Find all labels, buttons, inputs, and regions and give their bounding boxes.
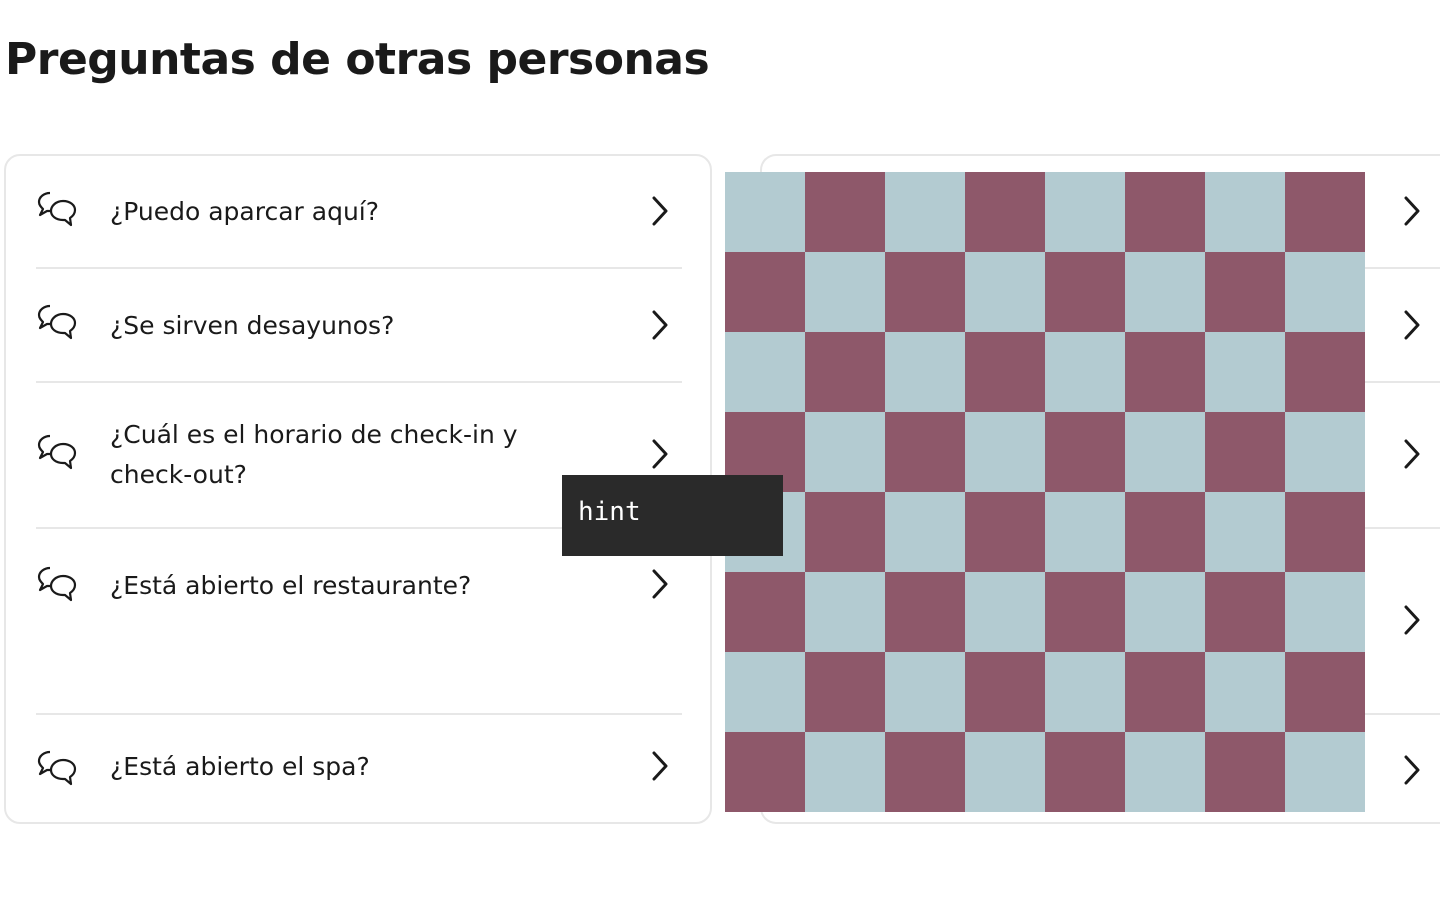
board-square <box>1045 492 1125 572</box>
question-item-breakfast[interactable] <box>6 269 710 381</box>
question-label: ¿Cuál es el horario de check-in y check-out? <box>110 420 518 489</box>
board-square <box>1045 252 1125 332</box>
board-square <box>1205 252 1285 332</box>
board-square <box>885 332 965 412</box>
board-square <box>885 572 965 652</box>
divider <box>1362 381 1440 383</box>
question-label: ¿Está abierto el spa? <box>110 752 370 781</box>
board-square <box>965 652 1045 732</box>
board-square <box>965 732 1045 812</box>
question-item-parking[interactable] <box>6 156 710 268</box>
board-square <box>1285 652 1365 732</box>
board-square <box>1125 332 1205 412</box>
board-square <box>725 252 805 332</box>
divider <box>1362 713 1440 715</box>
board-square <box>885 492 965 572</box>
board-square <box>1045 172 1125 252</box>
board-square <box>805 572 885 652</box>
speech-bubbles-icon <box>36 563 78 605</box>
board-square <box>1045 572 1125 652</box>
board-square <box>805 332 885 412</box>
board-square <box>1285 172 1365 252</box>
board-square <box>1205 732 1285 812</box>
board-square <box>965 572 1045 652</box>
divider <box>1362 267 1440 269</box>
chevron-right-icon <box>650 567 670 601</box>
board-square <box>805 412 885 492</box>
board-square <box>1285 412 1365 492</box>
checkerboard-image <box>725 172 1365 812</box>
speech-bubbles-icon <box>36 431 78 473</box>
question-label: ¿Puedo aparcar aquí? <box>110 197 380 226</box>
hint-tooltip: hint <box>562 475 783 556</box>
chevron-right-icon[interactable] <box>1402 603 1422 637</box>
chevron-right-icon <box>650 308 670 342</box>
board-square <box>1285 732 1365 812</box>
board-square <box>1125 572 1205 652</box>
board-square <box>1285 572 1365 652</box>
question-label: ¿Se sirven desayunos? <box>110 311 395 340</box>
board-square <box>1125 492 1205 572</box>
board-square <box>725 332 805 412</box>
board-square <box>965 252 1045 332</box>
board-square <box>805 732 885 812</box>
board-square <box>885 652 965 732</box>
board-square <box>965 332 1045 412</box>
chevron-right-icon <box>650 194 670 228</box>
board-square <box>1205 412 1285 492</box>
chevron-right-icon <box>650 749 670 783</box>
chevron-right-icon[interactable] <box>1402 308 1422 342</box>
board-square <box>805 252 885 332</box>
board-square <box>885 172 965 252</box>
board-square <box>805 172 885 252</box>
board-square <box>1285 332 1365 412</box>
board-square <box>1045 412 1125 492</box>
board-square <box>1125 252 1205 332</box>
speech-bubbles-icon <box>36 747 78 789</box>
board-square <box>725 652 805 732</box>
board-square <box>1205 652 1285 732</box>
board-square <box>1045 732 1125 812</box>
board-square <box>965 172 1045 252</box>
board-square <box>1045 332 1125 412</box>
board-square <box>1045 652 1125 732</box>
page-title: Preguntas de otras personas <box>5 34 710 85</box>
question-label: ¿Está abierto el restaurante? <box>110 571 472 600</box>
board-square <box>885 732 965 812</box>
board-square <box>885 252 965 332</box>
board-square <box>1125 652 1205 732</box>
board-square <box>1285 252 1365 332</box>
question-item-restaurant[interactable] <box>6 529 710 713</box>
speech-bubbles-icon <box>36 188 78 230</box>
board-square <box>1125 412 1205 492</box>
board-square <box>805 492 885 572</box>
chevron-right-icon <box>650 437 670 471</box>
board-square <box>1205 332 1285 412</box>
board-square <box>805 652 885 732</box>
board-square <box>965 492 1045 572</box>
board-square <box>1205 572 1285 652</box>
board-square <box>725 572 805 652</box>
divider <box>1362 527 1440 529</box>
board-square <box>965 412 1045 492</box>
chevron-right-icon[interactable] <box>1402 753 1422 787</box>
chevron-right-icon[interactable] <box>1402 437 1422 471</box>
board-square <box>1205 172 1285 252</box>
speech-bubbles-icon <box>36 301 78 343</box>
board-square <box>1205 492 1285 572</box>
board-square <box>725 732 805 812</box>
board-square <box>1125 172 1205 252</box>
board-square <box>725 172 805 252</box>
chevron-right-icon[interactable] <box>1402 194 1422 228</box>
question-item-spa[interactable] <box>6 715 710 823</box>
board-square <box>1285 492 1365 572</box>
board-square <box>885 412 965 492</box>
board-square <box>1125 732 1205 812</box>
